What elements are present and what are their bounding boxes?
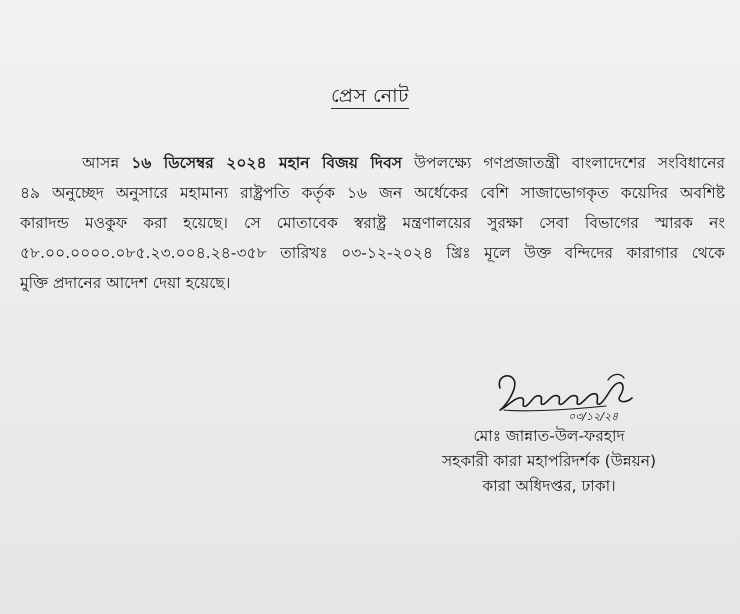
signatory-name: মোঃ জান্নাত-উল-ফরহাদ: [473, 427, 625, 445]
body-line-1: [20, 148, 725, 178]
body-line-2: ৪৯ অনুচ্ছেদ অনুসারে মহামান্য রাষ্ট্রপতি কর্তৃক ১৬ জন অর্ধেকের বেশি সাজাভোগকৃত কয়েদির অবশিষ্ট: [20, 184, 725, 202]
body-line-5: মুক্তি প্রদানের আদেশ দেয়া হয়েছে।: [20, 274, 231, 292]
signatory-office: কারা অধিদপ্তর, ঢাকা।: [482, 477, 616, 495]
body-line-1-prefix: আসন্ন: [82, 154, 120, 172]
press-note-body: [20, 148, 725, 298]
body-line-4: ৫৮.০০.০০০০.০৮৫.২৩.০০৪.২৪-৩৫৮ তারিখঃ ০৩-১২-২০২৪ খ্রিঃ মূলে উক্ত বন্দিদের কারাগার থেকে: [20, 244, 725, 262]
page-title-text: প্রেস নোট: [331, 85, 409, 107]
handwritten-signature: [486, 366, 656, 426]
signatory-designation: সহকারী কারা মহাপরিদর্শক (উন্নয়ন): [441, 452, 657, 470]
body-line-1-suffix: উপলক্ষ্যে গণপ্রজাতন্ত্রী বাংলাদেশের সংবিধানের: [413, 154, 725, 172]
body-line-3: কারাদন্ড মওকুফ করা হয়েছে। সে মোতাবেক স্বরাষ্ট্র মন্ত্রণালয়ের সুরক্ষা সেবা বিভাগের স্মারক নং: [20, 214, 725, 232]
page-title: [0, 82, 740, 114]
signatory-block: [424, 424, 674, 499]
signature-date: ০৩/১২/২৪: [568, 410, 619, 423]
body-line-1-bold: ১৬ ডিসেম্বর ২০২৪ মহান বিজয় দিবস: [131, 154, 402, 172]
